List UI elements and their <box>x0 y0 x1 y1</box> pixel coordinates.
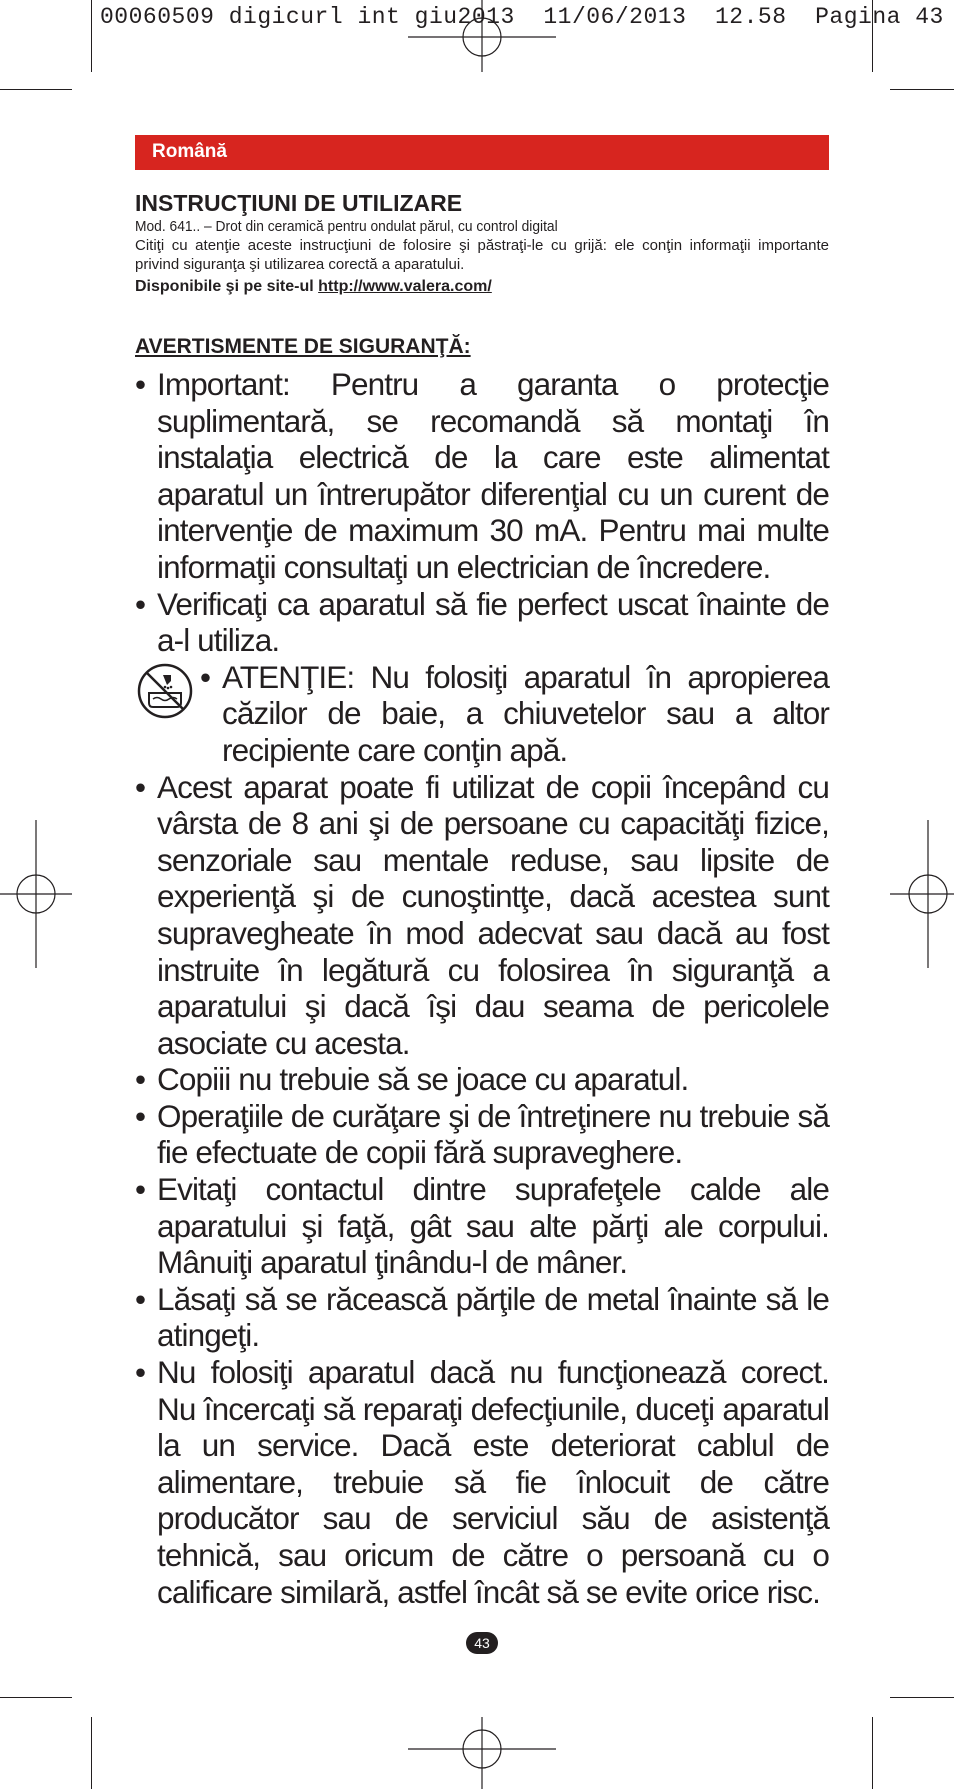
no-water-use-icon <box>135 661 195 721</box>
language-bar <box>135 135 829 170</box>
list-item: • Evitaţi contactul dintre suprafeţele calde ale aparatului şi faţă, gât sau alte părţi ale corpului. Mânuiţi aparatul ţinându-l de mâner. <box>135 1171 829 1281</box>
website-link[interactable]: http://www.valera.com/ <box>318 278 492 295</box>
registration-mark-icon <box>0 820 72 968</box>
registration-mark-icon <box>890 820 954 968</box>
page-number-badge: 43 <box>466 1632 498 1654</box>
instructions-content <box>135 190 829 1610</box>
list-item: • Verificaţi ca aparatul să fie perfect uscat înainte de a-l utiliza. <box>135 586 829 659</box>
water-warning-text: ATENŢIE: Nu folosiţi aparatul în apropierea căzilor de baie, a chiuvetelor sau a altor recipiente care conţin apă. <box>222 658 829 768</box>
model-line: Mod. 641.. – Drot din ceramică pentru ondulat părul, cu control digital <box>135 218 558 235</box>
crop-mark <box>0 89 72 90</box>
list-item: • Lăsaţi să se răcească părţile de metal înainte să le atingeţi. <box>135 1281 829 1354</box>
list-item: • Important: Pentru a garanta o protecţie suplimentară, se recomandă să montaţi în instalaţia electrică de la care este alimentat aparatul un întrerupător diferenţial cu un curent de intervenţie de maximum 30 mA. Pentru mai multe informaţii consultaţi un electrician de încredere. <box>135 366 829 586</box>
website-prefix: Disponibile şi pe site-ul <box>135 278 319 295</box>
safety-warnings-list <box>135 366 829 1610</box>
website-line <box>135 278 829 296</box>
language-label: Română <box>152 141 227 162</box>
list-item: • Nu folosiţi aparatul dacă nu funcţionează corect. Nu încercaţi să reparaţi defecţiunile, duceţi aparatul la un service. Dacă este deteriorat cablul de alimentare, trebuie să fie înlocuit de către producător sau de serviciul său de asistenţă tehnică, sau oricum de către o persoană cu o calificare similară, astfel încât să se evite orice risc. <box>135 1354 829 1610</box>
crop-mark <box>91 1717 92 1789</box>
crop-mark <box>872 1717 873 1789</box>
page-title: INSTRUCŢIUNI DE UTILIZARE <box>135 190 463 216</box>
crop-mark <box>0 1697 72 1698</box>
print-slug: 00060509 digicurl int giu2013 11/06/2013 12.58 Pagina 43 <box>100 4 944 30</box>
registration-mark-icon <box>408 1717 556 1789</box>
crop-mark <box>890 89 954 90</box>
list-item: • Operaţiile de curăţare şi de întreţinere nu trebuie să fie efectuate de copii fără supraveghere. <box>135 1098 829 1171</box>
safety-heading: AVERTISMENTE DE SIGURANŢĂ: <box>135 335 471 358</box>
crop-mark <box>890 1697 954 1698</box>
intro-text: Citiţi cu atenţie aceste instrucţiuni de folosire şi păstraţi-le cu grijă: ele conţin informaţii importante privind siguranţa şi utilizarea corectă a aparatului. <box>135 237 829 273</box>
list-item-water-warning <box>135 659 829 769</box>
list-item: • Copiii nu trebuie să se joace cu aparatul. <box>135 1061 829 1098</box>
list-item: • Acest aparat poate fi utilizat de copii începând cu vârsta de 8 ani şi de persoane cu capacităţi fizice, senzoriale sau mentale reduse, sau lipsite de experienţă şi de cunoştintţe, dacă acestea sunt supravegheate în mod adecvat sau dacă au fost instruite în legătură cu folosirea în siguranţă a aparatului şi dacă îşi dau seama de pericolele asociate cu acesta. <box>135 769 829 1062</box>
crop-mark <box>91 0 92 72</box>
